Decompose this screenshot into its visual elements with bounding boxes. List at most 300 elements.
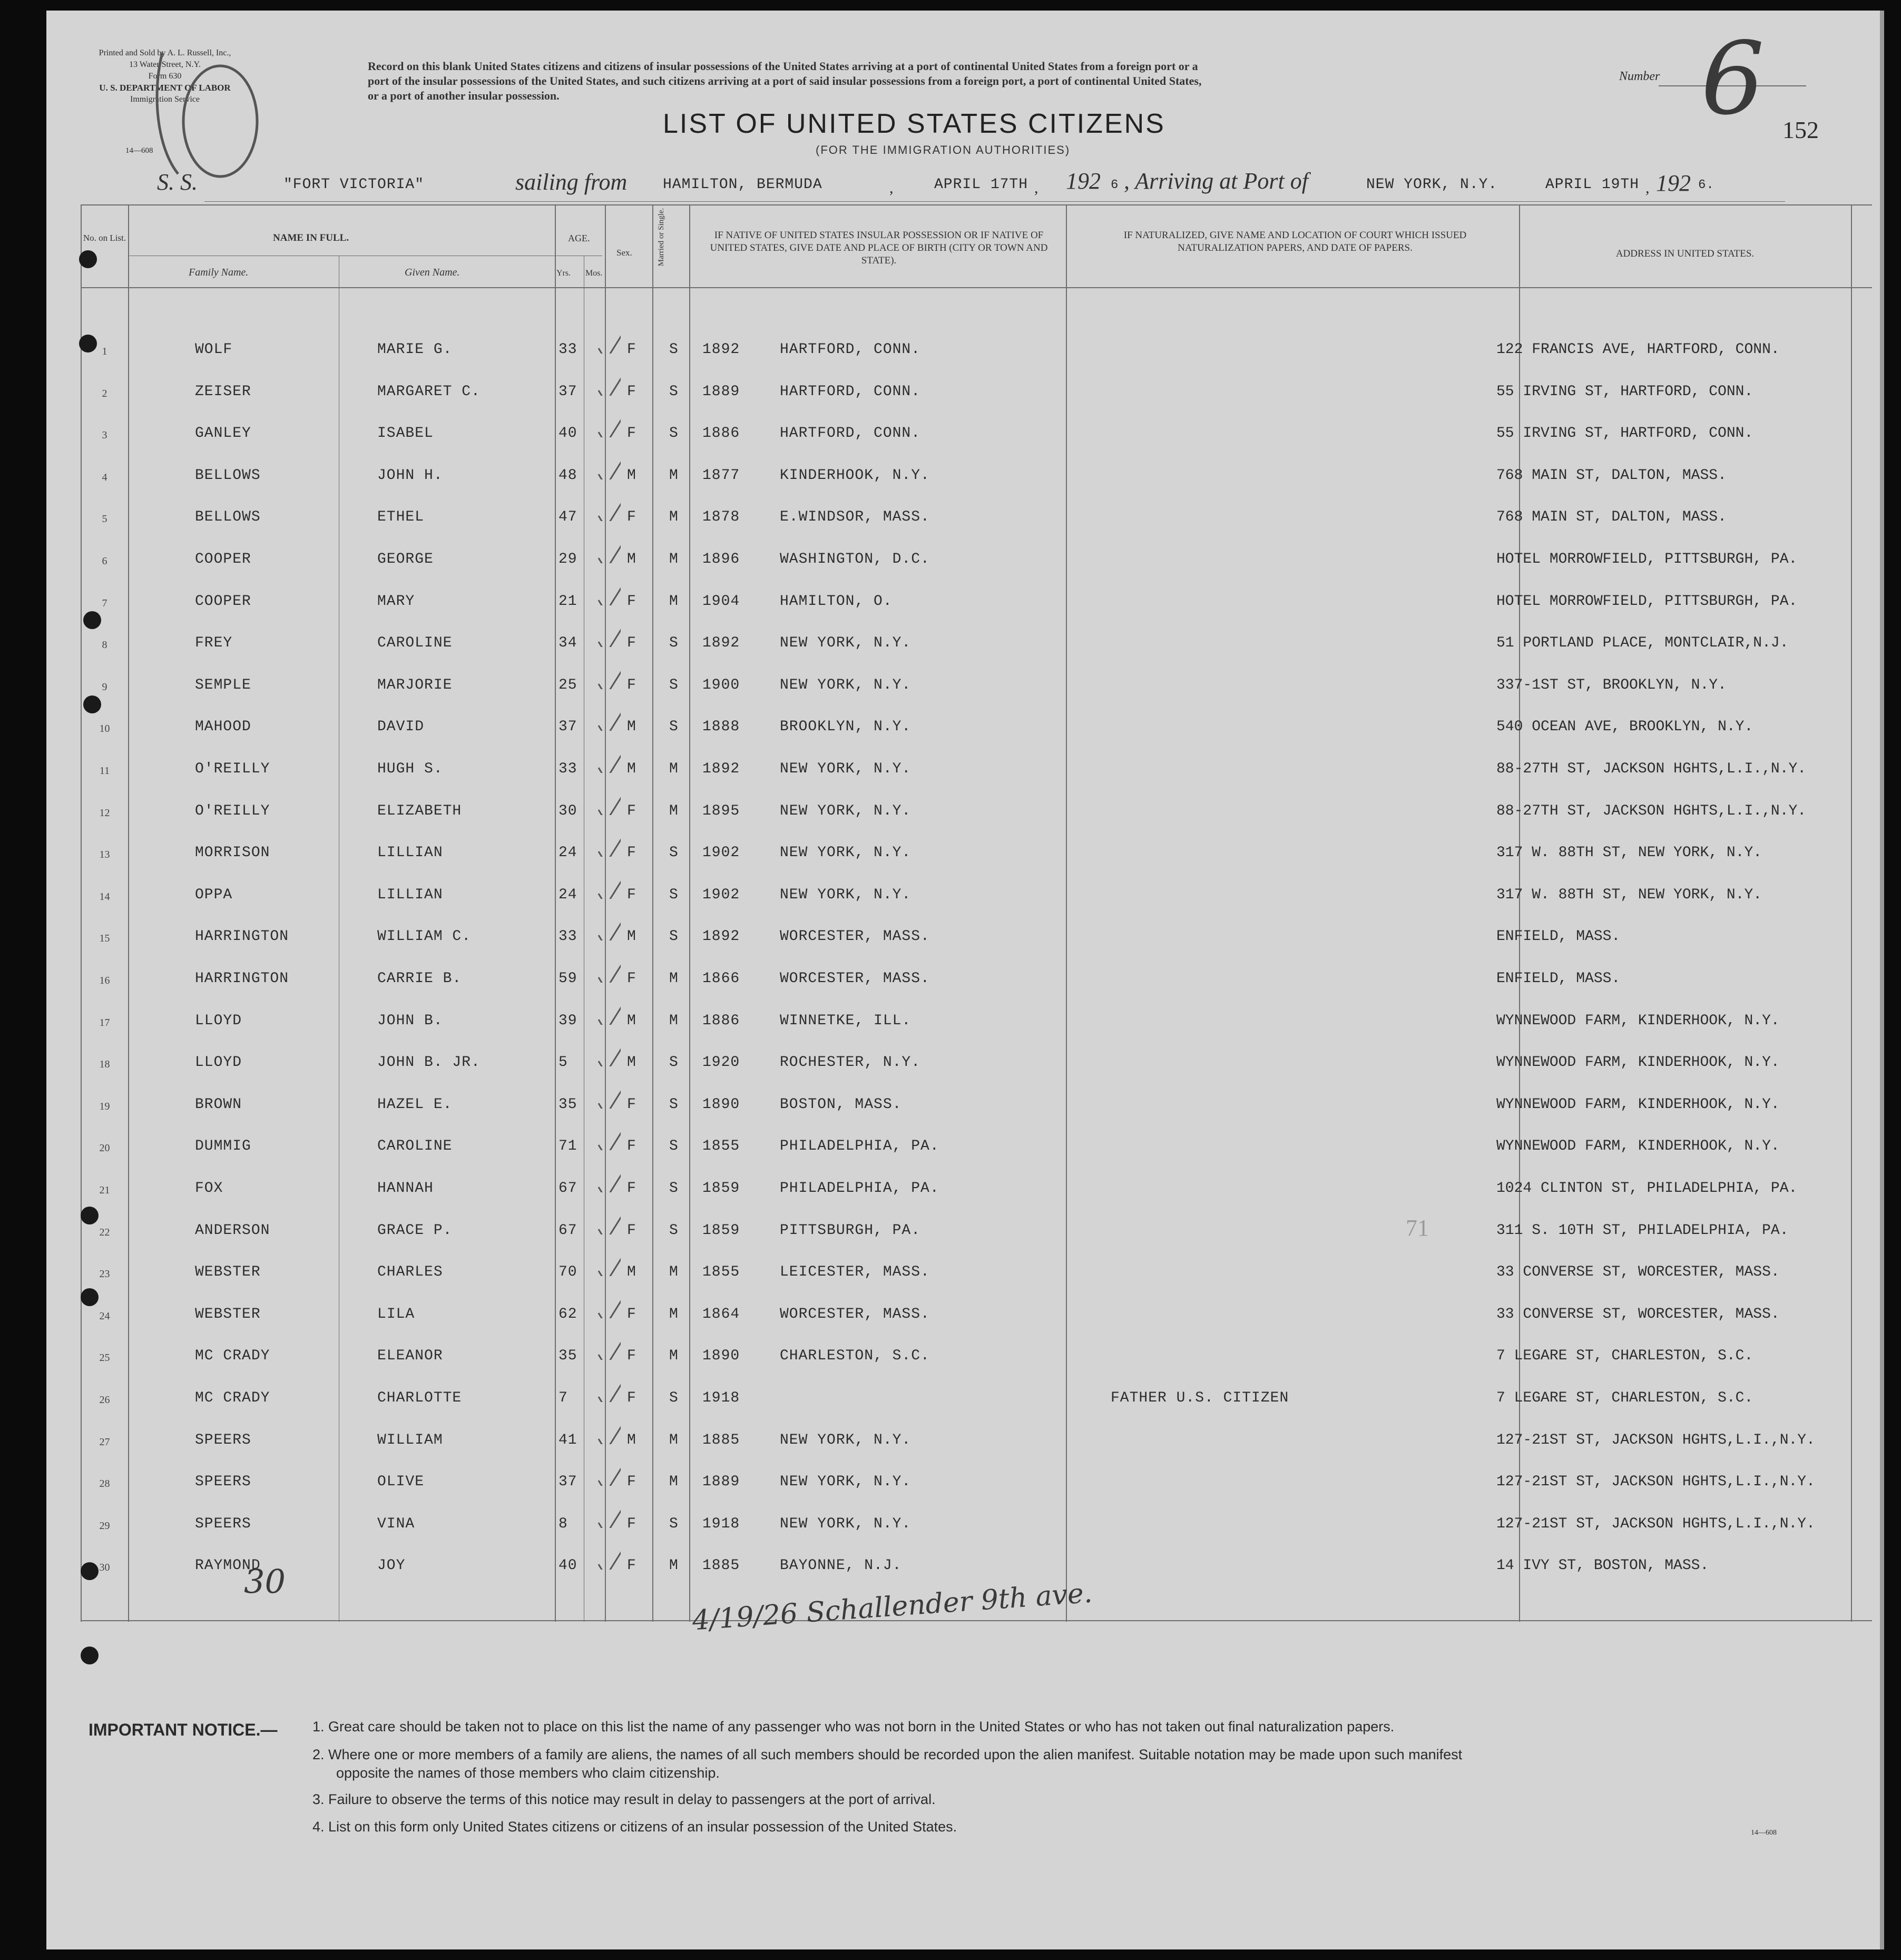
sex: F: [627, 635, 636, 652]
marital-status: S: [669, 1054, 679, 1071]
birth-place: WORCESTER, MASS.: [780, 928, 930, 945]
check-mark-icon: [594, 1541, 621, 1570]
col-header-address: ADDRESS IN UNITED STATES.: [1615, 248, 1755, 259]
table-row: [46, 509, 1880, 551]
age-years: 62: [558, 1306, 577, 1322]
birth-place: NEW YORK, N.Y.: [780, 886, 912, 903]
birth-year: 1886: [702, 1012, 740, 1029]
given-name: HAZEL E.: [377, 1096, 453, 1113]
given-name: JOHN B. JR.: [377, 1054, 481, 1071]
age-years: 40: [558, 1557, 577, 1574]
given-name: CHARLOTTE: [377, 1390, 462, 1406]
check-mark-icon: [594, 1037, 621, 1066]
marital-status: S: [669, 1515, 679, 1532]
notice-heading: IMPORTANT NOTICE.—: [89, 1720, 278, 1739]
given-name: CHARLES: [377, 1264, 443, 1281]
arrival-date: APRIL 19TH: [1545, 177, 1640, 193]
marital-status: S: [669, 928, 679, 945]
address: 88-27TH ST, JACKSON HGHTS,L.I.,N.Y.: [1496, 761, 1807, 777]
marital-status: S: [669, 677, 679, 693]
family-name: FOX: [195, 1180, 223, 1197]
table-row: [46, 887, 1880, 929]
birth-year: 1855: [702, 1264, 740, 1281]
family-name: O'REILLY: [195, 761, 270, 777]
birth-place: BROOKLYN, N.Y.: [780, 719, 912, 736]
given-name: CAROLINE: [377, 635, 453, 652]
address: 33 CONVERSE ST, WORCESTER, MASS.: [1496, 1306, 1780, 1322]
row-number: 18: [99, 1059, 110, 1071]
binder-hole: [83, 611, 101, 629]
sex: F: [627, 886, 636, 903]
arrival-year-typed: 6.: [1698, 178, 1714, 192]
check-mark-icon: [594, 870, 621, 899]
birth-place: ROCHESTER, N.Y.: [780, 1054, 921, 1071]
check-mark-icon: [594, 367, 621, 396]
row-number: 26: [99, 1394, 110, 1406]
birth-year: 1904: [702, 593, 740, 610]
age-years: 35: [558, 1096, 577, 1113]
check-mark-icon: [594, 618, 621, 647]
marital-status: M: [669, 593, 679, 610]
col-header-yrs: Yrs.: [556, 269, 571, 278]
sex: F: [627, 593, 636, 610]
number-label: Number: [1619, 70, 1660, 83]
birth-place: HARTFORD, CONN.: [780, 341, 921, 358]
address: HOTEL MORROWFIELD, PITTSBURGH, PA.: [1496, 551, 1798, 567]
address: WYNNEWOOD FARM, KINDERHOOK, N.Y.: [1496, 1096, 1780, 1113]
given-name: HANNAH: [377, 1180, 434, 1197]
birth-place: NEW YORK, N.Y.: [780, 677, 912, 693]
departure-year-printed: 192: [1066, 168, 1101, 194]
family-name: COOPER: [195, 551, 251, 567]
address: 337-1ST ST, BROOKLYN, N.Y.: [1496, 677, 1727, 693]
age-years: 37: [558, 1474, 577, 1491]
marital-status: S: [669, 845, 679, 861]
row-number: 22: [99, 1226, 110, 1238]
check-mark-icon: [594, 1457, 621, 1486]
birth-year: 1902: [702, 845, 740, 861]
table-row: [46, 1516, 1880, 1558]
given-name: OLIVE: [377, 1474, 425, 1491]
address: 317 W. 88TH ST, NEW YORK, N.Y.: [1496, 886, 1762, 903]
check-mark-icon: [594, 996, 621, 1025]
marital-status: M: [669, 971, 679, 987]
birth-place: NEW YORK, N.Y.: [780, 845, 912, 861]
check-mark-icon: [594, 450, 621, 479]
page-number: 152: [1782, 116, 1819, 143]
comma-3: ,: [1645, 179, 1650, 197]
birth-year: 1885: [702, 1557, 740, 1574]
address: 55 IRVING ST, HARTFORD, CONN.: [1496, 383, 1753, 400]
sex: F: [627, 1515, 636, 1532]
check-mark-icon: [594, 1289, 621, 1318]
col-header-sex: Sex.: [616, 248, 632, 258]
header-bottom-rule: [81, 287, 1872, 288]
birth-year: 1889: [702, 383, 740, 400]
family-name: WOLF: [195, 341, 233, 358]
birth-year: 1918: [702, 1390, 740, 1406]
given-name: DAVID: [377, 719, 425, 736]
table-row: [46, 1306, 1880, 1348]
handwritten-scribble: [131, 32, 268, 190]
family-name: SPEERS: [195, 1474, 251, 1491]
sex: M: [627, 551, 636, 567]
notice-item-4: 4. List on this form only United States citizens or citizens of an insular possession of the United States.: [312, 1819, 957, 1835]
family-name: MAHOOD: [195, 719, 251, 736]
address: 55 IRVING ST, HARTFORD, CONN.: [1496, 425, 1753, 442]
birth-place: KINDERHOOK, N.Y.: [780, 467, 930, 484]
address: 127-21ST ST, JACKSON HGHTS,L.I.,N.Y.: [1496, 1515, 1815, 1532]
check-mark-icon: [594, 1080, 621, 1109]
birth-place: PITTSBURGH, PA.: [780, 1222, 921, 1239]
col-header-birth: IF NATIVE OF UNITED STATES INSULAR POSSESSION OR IF NATIVE OF UNITED STATES, GIVE DATE AND PLACE OF BIRTH (CITY OR TOWN AND STATE).: [710, 230, 1048, 266]
arriving-label: , Arriving at Port of: [1124, 168, 1308, 194]
instructions-line-2: port of the insular possessions of the United States, and such citizens arriving at a port of said insular possessions from a foreign port, a port of continental United States,: [368, 74, 1202, 87]
table-row: [46, 677, 1880, 719]
family-name: HARRINGTON: [195, 971, 289, 987]
binder-hole: [81, 1562, 99, 1580]
given-name: MARIE G.: [377, 341, 453, 358]
instructions-line-1: Record on this blank United States citizens and citizens of insular possessions of the United States arriving at a port of continental United States from a foreign port or a: [368, 60, 1198, 73]
marital-status: S: [669, 1096, 679, 1113]
address: 1024 CLINTON ST, PHILADELPHIA, PA.: [1496, 1180, 1798, 1197]
row-number: 16: [99, 975, 110, 986]
birth-year: 1888: [702, 719, 740, 736]
birth-year: 1900: [702, 677, 740, 693]
age-years: 25: [558, 677, 577, 693]
sex: F: [627, 509, 636, 526]
given-name: MARJORIE: [377, 677, 453, 693]
birth-place: NEW YORK, N.Y.: [780, 802, 912, 819]
table-row: [46, 593, 1880, 635]
given-name: JOHN H.: [377, 467, 443, 484]
table-row: [46, 1390, 1880, 1432]
marital-status: M: [669, 1306, 679, 1322]
handwritten-total: 30: [244, 1562, 286, 1601]
notice-item-2a: 2. Where one or more members of a family are aliens, the names of all such members should be recorded upon the alien manifest. Suitable notation may be made upon such manifest: [312, 1747, 1463, 1762]
age-years: 8: [558, 1515, 568, 1532]
check-mark-icon: [594, 534, 621, 563]
binder-hole: [79, 250, 97, 268]
birth-place: LEICESTER, MASS.: [780, 1264, 930, 1281]
birth-year: 1866: [702, 971, 740, 987]
check-mark-icon: [594, 744, 621, 773]
given-name: ISABEL: [377, 425, 434, 442]
birth-year: 1896: [702, 551, 740, 567]
family-name: SPEERS: [195, 1515, 251, 1532]
table-row: [46, 341, 1880, 384]
sex: F: [627, 802, 636, 819]
table-row: [46, 928, 1880, 971]
naturalization: FATHER U.S. CITIZEN: [1111, 1390, 1289, 1406]
address: ENFIELD, MASS.: [1496, 928, 1621, 945]
sex: F: [627, 1474, 636, 1491]
table-row: [46, 761, 1880, 803]
printer-line-5: Immigration Service: [130, 95, 200, 104]
comma-2: ,: [1034, 179, 1038, 197]
given-name: GRACE P.: [377, 1222, 453, 1239]
marital-status: S: [669, 425, 679, 442]
check-mark-icon: [594, 492, 621, 521]
given-name: HUGH S.: [377, 761, 443, 777]
birth-year: 1892: [702, 761, 740, 777]
table-row: [46, 1096, 1880, 1139]
sex: M: [627, 467, 636, 484]
table-row: [46, 845, 1880, 887]
birth-place: WORCESTER, MASS.: [780, 971, 930, 987]
family-name: COOPER: [195, 593, 251, 610]
row-number: 12: [99, 807, 110, 819]
marital-status: S: [669, 383, 679, 400]
check-mark-icon: [594, 1247, 621, 1276]
check-mark-icon: [594, 660, 621, 689]
table-row: [46, 551, 1880, 593]
family-name: FREY: [195, 635, 233, 652]
given-name: VINA: [377, 1515, 415, 1532]
marital-status: S: [669, 1180, 679, 1197]
col-header-no: No. on List.: [83, 233, 126, 243]
birth-place: WASHINGTON, D.C.: [780, 551, 930, 567]
table-row: [46, 1180, 1880, 1222]
address: 14 IVY ST, BOSTON, MASS.: [1496, 1557, 1709, 1574]
sex: F: [627, 425, 636, 442]
birth-place: NEW YORK, N.Y.: [780, 761, 912, 777]
row-number: 27: [99, 1436, 110, 1448]
age-years: 33: [558, 761, 577, 777]
sex: M: [627, 761, 636, 777]
birth-place: BAYONNE, N.J.: [780, 1557, 902, 1574]
given-name: ETHEL: [377, 509, 425, 526]
age-years: 33: [558, 341, 577, 358]
row-number: 10: [99, 723, 110, 735]
marital-status: M: [669, 1474, 679, 1491]
arrival-port: NEW YORK, N.Y.: [1366, 177, 1498, 193]
birth-year: 1892: [702, 635, 740, 652]
sailing-label: sailing from: [515, 169, 628, 195]
number-value: 6: [1701, 21, 1765, 137]
address: WYNNEWOOD FARM, KINDERHOOK, N.Y.: [1496, 1138, 1780, 1155]
birth-year: 1918: [702, 1515, 740, 1532]
col-header-naturalized: IF NATURALIZED, GIVE NAME AND LOCATION OF COURT WHICH ISSUED NATURALIZATION PAPERS, AND DATE OF PAPERS.: [1123, 230, 1467, 253]
birth-year: 1902: [702, 886, 740, 903]
sex: F: [627, 677, 636, 693]
sex: F: [627, 1096, 636, 1113]
marital-status: M: [669, 761, 679, 777]
address: 311 S. 10TH ST, PHILADELPHIA, PA.: [1496, 1222, 1789, 1239]
row-number: 29: [99, 1520, 110, 1532]
arrival-year-printed: 192: [1656, 170, 1691, 196]
check-mark-icon: [594, 325, 621, 354]
birth-year: 1885: [702, 1432, 740, 1448]
ss-label: S. S.: [157, 169, 198, 195]
birth-place: WINNETKE, ILL.: [780, 1012, 912, 1029]
family-name: WEBSTER: [195, 1306, 261, 1322]
row-number: 2: [102, 387, 107, 399]
birth-place: HARTFORD, CONN.: [780, 425, 921, 442]
row-number: 21: [99, 1184, 110, 1196]
family-name: LLOYD: [195, 1054, 242, 1071]
sex: F: [627, 383, 636, 400]
address: 33 CONVERSE ST, WORCESTER, MASS.: [1496, 1264, 1780, 1281]
birth-year: 1889: [702, 1474, 740, 1491]
col-header-name: NAME IN FULL.: [273, 232, 349, 243]
family-name: O'REILLY: [195, 802, 270, 819]
departure-year-typed: 6: [1111, 178, 1119, 192]
marital-status: M: [669, 1264, 679, 1281]
age-years: 37: [558, 383, 577, 400]
birth-place: CHARLESTON, S.C.: [780, 1348, 930, 1365]
check-mark-icon: [594, 408, 621, 437]
family-name: DUMMIG: [195, 1138, 251, 1155]
address: WYNNEWOOD FARM, KINDERHOOK, N.Y.: [1496, 1012, 1780, 1029]
sex: M: [627, 1264, 636, 1281]
notice-item-3: 3. Failure to observe the terms of this notice may result in delay to passengers at the port of arrival.: [312, 1791, 936, 1807]
given-name: WILLIAM: [377, 1432, 443, 1448]
voyage-underline: [204, 201, 1785, 202]
birth-place: PHILADELPHIA, PA.: [780, 1180, 939, 1197]
row-number: 11: [99, 765, 110, 777]
birth-year: 1855: [702, 1138, 740, 1155]
departure-port: HAMILTON, BERMUDA: [663, 177, 822, 193]
sex: F: [627, 1348, 636, 1365]
age-years: 5: [558, 1054, 568, 1071]
family-name: MC CRADY: [195, 1390, 270, 1406]
birth-year: 1892: [702, 928, 740, 945]
printer-line-2: 13 Water Street, N.Y.: [129, 60, 201, 69]
age-years: 47: [558, 509, 577, 526]
comma-1: ,: [889, 179, 894, 197]
table-row: [46, 1138, 1880, 1180]
check-mark-icon: [594, 1499, 621, 1528]
marital-status: M: [669, 509, 679, 526]
table-row: [46, 971, 1880, 1013]
col-header-mos: Mos.: [585, 269, 603, 278]
row-number: 14: [99, 890, 110, 903]
family-name: ZEISER: [195, 383, 251, 400]
age-years: 21: [558, 593, 577, 610]
birth-year: 1859: [702, 1222, 740, 1239]
address: 768 MAIN ST, DALTON, MASS.: [1496, 509, 1727, 526]
address: WYNNEWOOD FARM, KINDERHOOK, N.Y.: [1496, 1054, 1780, 1071]
birth-year: 1859: [702, 1180, 740, 1197]
sex: F: [627, 971, 636, 987]
birth-year: 1920: [702, 1054, 740, 1071]
birth-place: PHILADELPHIA, PA.: [780, 1138, 939, 1155]
row-number: 9: [102, 681, 107, 693]
form-code-bottom: 14—608: [1751, 1829, 1777, 1837]
check-mark-icon: [594, 1121, 621, 1150]
family-name: OPPA: [195, 886, 233, 903]
printer-line-1: Printed and Sold by A. L. Russell, Inc.,: [99, 48, 231, 57]
address: ENFIELD, MASS.: [1496, 971, 1621, 987]
family-name: SPEERS: [195, 1432, 251, 1448]
birth-year: 1895: [702, 802, 740, 819]
marital-status: S: [669, 1222, 679, 1239]
check-mark-icon: [594, 1373, 621, 1402]
row-number: 4: [102, 471, 107, 483]
table-row: [46, 635, 1880, 677]
address: 540 OCEAN AVE, BROOKLYN, N.Y.: [1496, 719, 1753, 736]
sex: M: [627, 1012, 636, 1029]
sex: M: [627, 1432, 636, 1448]
table-row: [46, 467, 1880, 509]
sex: F: [627, 845, 636, 861]
given-name: MARGARET C.: [377, 383, 481, 400]
binder-hole: [81, 1207, 99, 1224]
given-name: LILLIAN: [377, 845, 443, 861]
family-name: MORRISON: [195, 845, 270, 861]
age-years: 34: [558, 635, 577, 652]
birth-place: WORCESTER, MASS.: [780, 1306, 930, 1322]
family-name: ANDERSON: [195, 1222, 270, 1239]
check-mark-icon: [594, 828, 621, 857]
table-row: [46, 1348, 1880, 1390]
binder-hole: [81, 1647, 99, 1664]
birth-year: 1890: [702, 1096, 740, 1113]
given-name: WILLIAM C.: [377, 928, 472, 945]
age-years: 7: [558, 1390, 568, 1406]
check-mark-icon: [594, 576, 621, 605]
address: 127-21ST ST, JACKSON HGHTS,L.I.,N.Y.: [1496, 1432, 1815, 1448]
check-mark-icon: [594, 912, 621, 940]
table-row: [46, 1474, 1880, 1516]
address: 51 PORTLAND PLACE, MONTCLAIR,N.J.: [1496, 635, 1789, 652]
given-name: LILLIAN: [377, 886, 443, 903]
birth-place: NEW YORK, N.Y.: [780, 1432, 912, 1448]
given-name: CAROLINE: [377, 1138, 453, 1155]
marital-status: M: [669, 1432, 679, 1448]
family-name: WEBSTER: [195, 1264, 261, 1281]
marital-status: M: [669, 467, 679, 484]
col-header-given: Given Name.: [405, 267, 460, 278]
table-row: [46, 1013, 1880, 1055]
family-name: MC CRADY: [195, 1348, 270, 1365]
birth-year: 1864: [702, 1306, 740, 1322]
sex: F: [627, 1557, 636, 1574]
age-years: 67: [558, 1180, 577, 1197]
given-name: MARY: [377, 593, 415, 610]
family-name: HARRINGTON: [195, 928, 289, 945]
birth-year: 1878: [702, 509, 740, 526]
birth-place: HAMILTON, O.: [780, 593, 893, 610]
birth-year: 1892: [702, 341, 740, 358]
age-years: 70: [558, 1264, 577, 1281]
check-mark-icon: [594, 786, 621, 815]
row-number: 20: [99, 1142, 110, 1154]
age-years: 71: [558, 1138, 577, 1155]
address: HOTEL MORROWFIELD, PITTSBURGH, PA.: [1496, 593, 1798, 610]
birth-year: 1877: [702, 467, 740, 484]
table-row: [46, 803, 1880, 845]
row-number: 5: [102, 513, 107, 525]
row-number: 28: [99, 1478, 110, 1490]
address: 317 W. 88TH ST, NEW YORK, N.Y.: [1496, 845, 1762, 861]
table-row: [46, 1432, 1880, 1474]
sex: F: [627, 1306, 636, 1322]
sex: M: [627, 719, 636, 736]
address: 122 FRANCIS AVE, HARTFORD, CONN.: [1496, 341, 1780, 358]
col-header-married: Married or Single.: [657, 208, 665, 267]
marital-status: M: [669, 1557, 679, 1574]
row-number: 6: [102, 555, 107, 567]
notice-item-2b: opposite the names of those members who claim citizenship.: [336, 1765, 720, 1781]
check-mark-icon: [594, 1415, 621, 1444]
stray-mark: 71: [1406, 1215, 1429, 1241]
given-name: CARRIE B.: [377, 971, 462, 987]
row-number: 7: [102, 597, 107, 609]
age-years: 35: [558, 1348, 577, 1365]
departure-date: APRIL 17TH: [934, 177, 1028, 193]
